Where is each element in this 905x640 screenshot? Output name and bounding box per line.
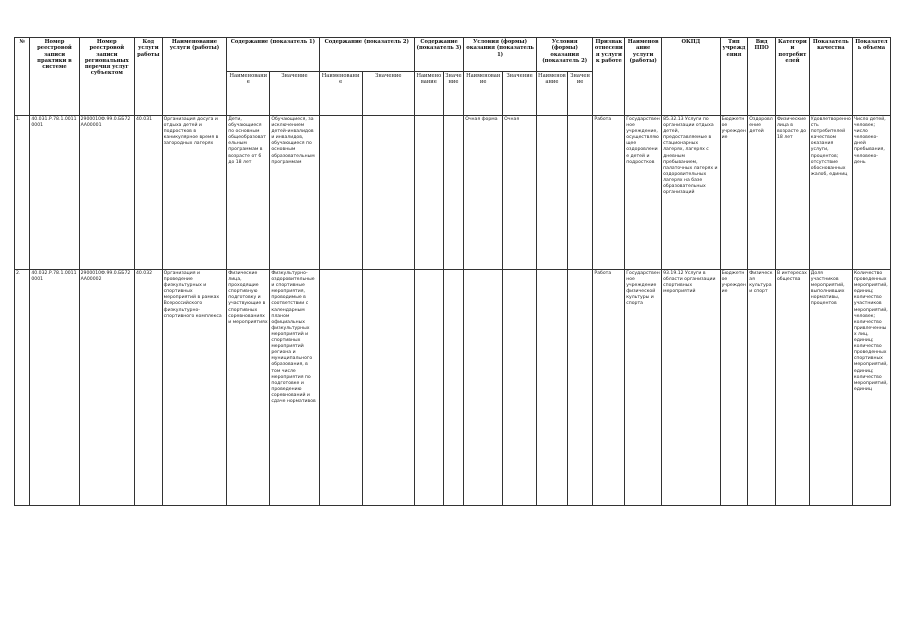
cell-volume: Число детей, человек; число человеко-дней пребывания, человеко-день [852, 116, 890, 270]
header-c2-name: Наименование [319, 72, 362, 116]
header-f1-value: Значение [503, 72, 537, 116]
cell-okpd: 85.32.13 Услуги по организации отдыха детей, предоставляемые в стационарных лагерях, лагерях с дневным пребыванием, палаточных лагерях и оздоровительных лагерях на базе образовательных организаций [662, 116, 720, 270]
header-registry-number: Номер реестровой записи региональных перечня услуг субъектом [79, 38, 134, 116]
cell-reg: 40.031.Р.78.1.00110001 [30, 116, 79, 270]
cell-c1-value: Обучающиеся, за исключением детей-инвалидов и инвалидов, обучающиеся по основным образовательным программам [270, 116, 319, 270]
cell-c3-name [414, 116, 443, 270]
header-okpd: ОКПД [662, 38, 720, 116]
header-f1-name: Наименование [464, 72, 503, 116]
cell-f2-name [537, 116, 568, 270]
cell-quality: Доля участников мероприятий, выполнивших нормативы, процентов [809, 270, 852, 506]
header-okato: Вид ППО [748, 38, 776, 116]
cell-okved: Государственное учреждение физической культуры и спорта [625, 270, 662, 506]
cell-code: 40.032 [134, 270, 162, 506]
cell-registry: 2900010Ф.99.0.ББ72АА00002 [79, 270, 134, 506]
cell-payment: Физические лица в возрасте до 18 лет [775, 116, 809, 270]
cell-name: Организация досуга и отдыха детей и подростков в каникулярное время в загородных лагерях [162, 116, 227, 270]
header-condition-1: Условия (формы) оказания (показатель 1) [464, 38, 537, 72]
cell-c3-value [443, 116, 464, 270]
cell-c2-name [319, 116, 362, 270]
header-quality: Показатель качества [809, 38, 852, 116]
cell-quality: Удовлетворенность потребителей качеством оказания услуги, процентов; отсутствие обоснованных жалоб, единиц [809, 116, 852, 270]
header-okved: Наименование услуги (работы) [625, 38, 662, 116]
cell-okato: Физическая культура и спорт [748, 270, 776, 506]
header-c3-name: Наименование [414, 72, 443, 116]
cell-name: Организация и проведение физкультурных и спортивных мероприятий в рамках Всероссийского физкультурно-спортивного комплекса [162, 270, 227, 506]
header-content-2: Содержание (показатель 2) [319, 38, 414, 72]
cell-okpd: 93.19.12 Услуги в области организации спортивных мероприятий [662, 270, 720, 506]
cell-c2-value [362, 116, 414, 270]
cell-c1-value: Физкультурно-оздоровительные и спортивные мероприятия, проводимые в соответствии с календарным планом официальных физкультурных мероприятий и спортивных мероприятий региона и муниципального образования, в том числе мероприятия по подготовке и проведению соревнований и сдаче нормативов [270, 270, 319, 506]
header-c1-value: Значение [270, 72, 319, 116]
cell-f1-value: Очная [503, 116, 537, 270]
cell-c2-name [319, 270, 362, 506]
cell-volume: Количество проведенных мероприятий, единиц; количество участников мероприятий, человек; количество привлеченных лиц, единиц; количество проведенных спортивных мероприятий, единиц; количество мероприятий, единиц [852, 270, 890, 506]
cell-okato: Оздоровление детей [748, 116, 776, 270]
header-row-top [15, 38, 891, 72]
header-sign: Признак отнесения услуги к работе [593, 38, 625, 116]
header-f2-name: Наименование [537, 72, 568, 116]
cell-c3-name [414, 270, 443, 506]
header-f2-value: Значение [567, 72, 593, 116]
registry-document [14, 37, 891, 505]
cell-payment: В интересах общества [775, 270, 809, 506]
header-condition-2: Условия (формы) оказания (показатель 2) [537, 38, 593, 72]
cell-c1-name: Физические лица, проходящие спортивную подготовку и участвующие в спортивных соревнованиях и мероприятиях [227, 270, 270, 506]
cell-f2-name [537, 270, 568, 506]
cell-type: Бюджетное учреждение [720, 270, 748, 506]
registry-table [14, 37, 891, 506]
cell-c3-value [443, 270, 464, 506]
table-row [15, 270, 891, 506]
cell-okved: Государственное учреждение, осуществляющее оздоровление детей и подростков [625, 116, 662, 270]
cell-sign: Работа [593, 270, 625, 506]
header-content-3: Содержание (показатель 3) [414, 38, 463, 72]
cell-type: Бюджетное учреждение [720, 116, 748, 270]
header-c3-value: Значение [443, 72, 464, 116]
header-num: № [15, 38, 30, 116]
header-volume: Показатель объема [852, 38, 890, 116]
header-service-name: Наименование услуги (работы) [162, 38, 227, 116]
header-c2-value: Значение [362, 72, 414, 116]
cell-c2-value [362, 270, 414, 506]
header-content-1: Содержание (показатель 1) [227, 38, 319, 72]
cell-f2-value [567, 270, 593, 506]
header-service-code: Код услуги работы [134, 38, 162, 116]
header-c1-name: Наименование [227, 72, 270, 116]
cell-f1-name [464, 270, 503, 506]
cell-num: 2. [15, 270, 30, 506]
header-type: Тип учреждения [720, 38, 748, 116]
cell-sign: Работа [593, 116, 625, 270]
cell-code: 40.031 [134, 116, 162, 270]
table-row [15, 116, 891, 270]
cell-c1-name: Дети, обучающиеся по основным общеобразовательным программам в возрасте от 6 до 18 лет [227, 116, 270, 270]
cell-f1-value [503, 270, 537, 506]
header-payment: Категории потребителей [775, 38, 809, 116]
cell-reg: 40.032.Р.78.1.00110001 [30, 270, 79, 506]
cell-num: 1. [15, 116, 30, 270]
cell-f2-value [567, 116, 593, 270]
header-reg-number: Номер реестровой записи практики в системе [30, 38, 79, 116]
cell-registry: 2900010Ф.99.0.ББ72АА00001 [79, 116, 134, 270]
cell-f1-name: Очная форма [464, 116, 503, 270]
